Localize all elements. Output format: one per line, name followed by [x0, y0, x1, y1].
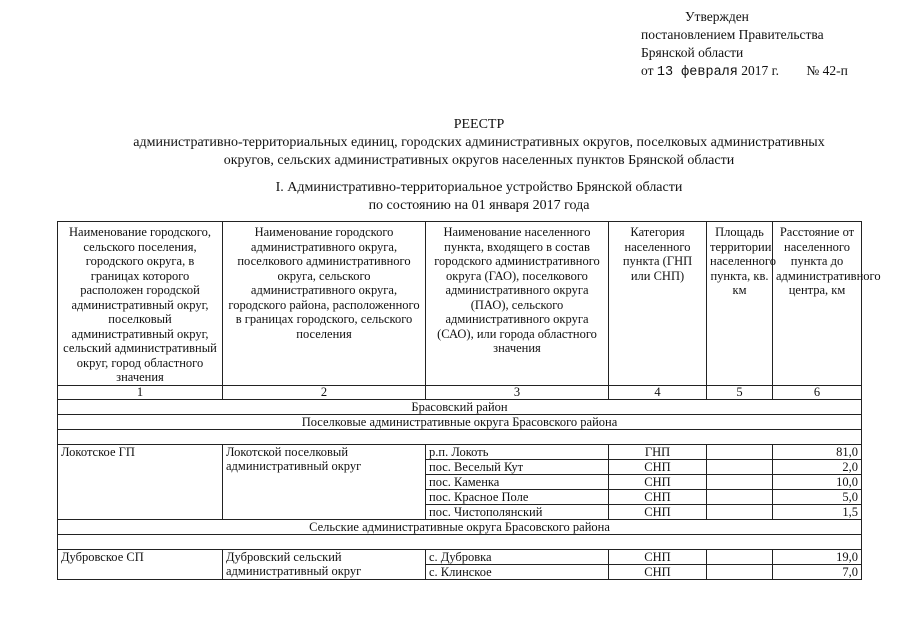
locality-area — [707, 564, 773, 579]
section-title-line2: по состоянию на 01 января 2017 года — [368, 198, 590, 213]
column-number: 1 — [58, 385, 223, 399]
group-title-row — [58, 414, 862, 429]
column-number: 4 — [609, 385, 707, 399]
column-header-distance: Расстояние от населенного пункта до административного центра, км — [773, 222, 862, 386]
column-header-locality: Наименование населенного пункта, входящего в состав городского административного округа (ГАО), поселкового административного округа (ПАО), сельского административного округа (САО), или города областного значения — [426, 222, 609, 386]
locality-category: ГНП — [609, 444, 707, 459]
locality-category: СНП — [609, 504, 707, 519]
locality-name: пос. Чистополянский — [426, 504, 609, 519]
column-header-area: Площадь территории населенного пункта, кв. км — [707, 222, 773, 386]
locality-distance: 19,0 — [773, 549, 862, 564]
group-title-row — [58, 519, 862, 534]
column-number: 3 — [426, 385, 609, 399]
registry-heading: РЕЕСТР — [453, 117, 505, 132]
group-title: Сельские административные округа Брасовского района — [58, 519, 862, 534]
locality-distance: 81,0 — [773, 444, 862, 459]
locality-name: пос. Красное Поле — [426, 489, 609, 504]
approval-date-value: 13 февраля — [656, 65, 738, 80]
locality-distance: 5,0 — [773, 489, 862, 504]
approval-stamp — [641, 8, 901, 82]
approval-line-approved: Утвержден — [685, 9, 749, 24]
okrug-name: Локотской поселковый административный округ — [223, 444, 426, 519]
column-number: 6 — [773, 385, 862, 399]
locality-name: пос. Каменка — [426, 474, 609, 489]
locality-distance: 2,0 — [773, 459, 862, 474]
table-row — [58, 549, 862, 564]
table-header-row — [58, 222, 862, 386]
locality-area — [707, 444, 773, 459]
locality-category: СНП — [609, 549, 707, 564]
settlement-name: Локотское ГП — [58, 444, 223, 519]
approval-year: 2017 г. — [741, 63, 780, 78]
approval-number: № 42-п — [806, 63, 848, 78]
locality-area — [707, 504, 773, 519]
approval-date-line — [641, 62, 901, 82]
spacer-row — [58, 534, 862, 549]
spacer-row — [58, 429, 862, 444]
locality-area — [707, 474, 773, 489]
okrug-name: Дубровский сельский административный округ — [223, 549, 426, 579]
approval-line-decree: постановлением Правительства — [641, 27, 824, 42]
column-number-row — [58, 385, 862, 399]
locality-distance: 10,0 — [773, 474, 862, 489]
registry-subtitle-line1: административно-территориальных единиц, городских административных округов, поселковых административных — [133, 135, 825, 150]
locality-distance: 7,0 — [773, 564, 862, 579]
column-number: 5 — [707, 385, 773, 399]
approval-date-prefix: от — [641, 63, 654, 78]
column-header-category: Категория населенного пункта (ГНП или СНП) — [609, 222, 707, 386]
locality-distance: 1,5 — [773, 504, 862, 519]
column-header-settlement: Наименование городского, сельского поселения, городского округа, в границах которого расположен городской административный округ, поселковый административный округ, сельский административный округ, город областного значения — [58, 222, 223, 386]
locality-name: с. Дубровка — [426, 549, 609, 564]
locality-area — [707, 549, 773, 564]
district-row — [58, 399, 862, 414]
locality-category: СНП — [609, 459, 707, 474]
locality-name: р.п. Локоть — [426, 444, 609, 459]
group-title: Поселковые административные округа Брасовского района — [58, 414, 862, 429]
column-header-okrug: Наименование городского административного округа, поселкового административного округа, сельского административного округа, городского района, расположенного в границах городского, сельского поселения — [223, 222, 426, 386]
table-row — [58, 444, 862, 459]
section-title-line1: I. Административно-территориальное устройство Брянской области — [275, 180, 683, 195]
locality-category: СНП — [609, 489, 707, 504]
district-name: Брасовский район — [58, 399, 862, 414]
locality-category: СНП — [609, 564, 707, 579]
locality-area — [707, 489, 773, 504]
approval-line-region: Брянской области — [641, 45, 744, 60]
registry-subtitle-line2: округов, сельских административных округов населенных пунктов Брянской области — [223, 153, 735, 168]
settlement-name: Дубровское СП — [58, 549, 223, 579]
locality-name: пос. Веселый Кут — [426, 459, 609, 474]
registry-table — [57, 221, 881, 580]
locality-category: СНП — [609, 474, 707, 489]
column-number: 2 — [223, 385, 426, 399]
locality-area — [707, 459, 773, 474]
locality-name: с. Клинское — [426, 564, 609, 579]
